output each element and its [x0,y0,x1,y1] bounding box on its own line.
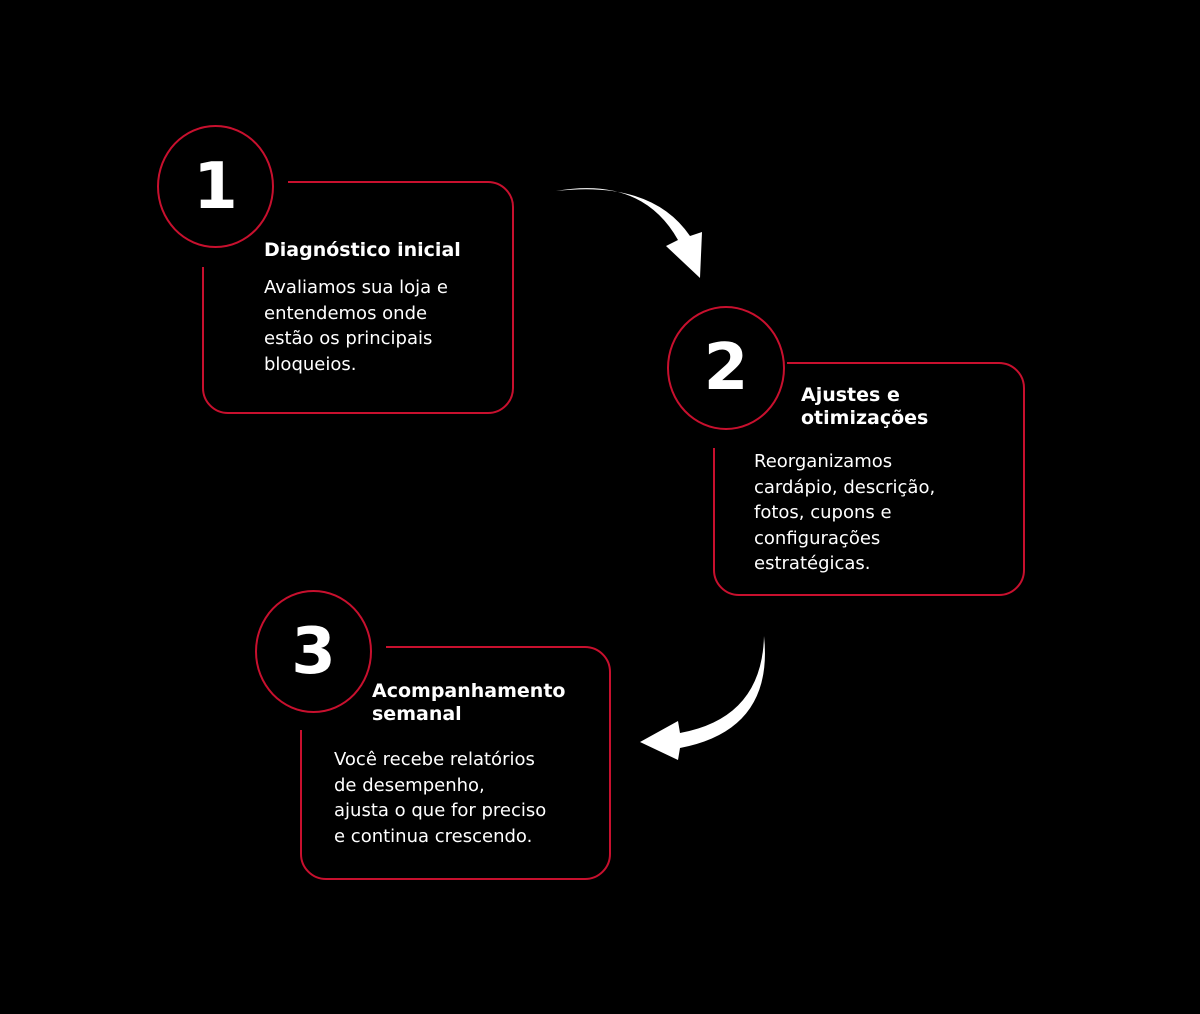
step-3-number: 3 [291,614,336,689]
arrow-1-shape [556,188,702,278]
step-2-title: Ajustes e otimizações [801,384,929,429]
arrow-2-shape [640,636,765,760]
step-1-number: 1 [193,149,238,224]
step-1-title: Diagnóstico inicial [264,239,461,261]
step-2-number-badge [667,306,785,430]
step-1-number-badge [157,125,274,248]
step-3-title: Acompanhamento semanal [372,680,566,725]
step-2-number: 2 [703,331,749,405]
curved-arrow-left-icon [636,632,776,767]
step-3-description: Você recebe relatórios de desempenho, ajusta o que for preciso e continua crescendo. [334,749,547,847]
step-3-number-badge [255,590,372,713]
step-2-description: Reorganizamos cardápio, descrição, fotos, cupons e configurações estratégicas. [754,451,936,574]
step-1-description: Avaliamos sua loja e entendemos onde estão os principais bloqueios. [264,277,448,375]
curved-arrow-down-icon [552,180,712,290]
